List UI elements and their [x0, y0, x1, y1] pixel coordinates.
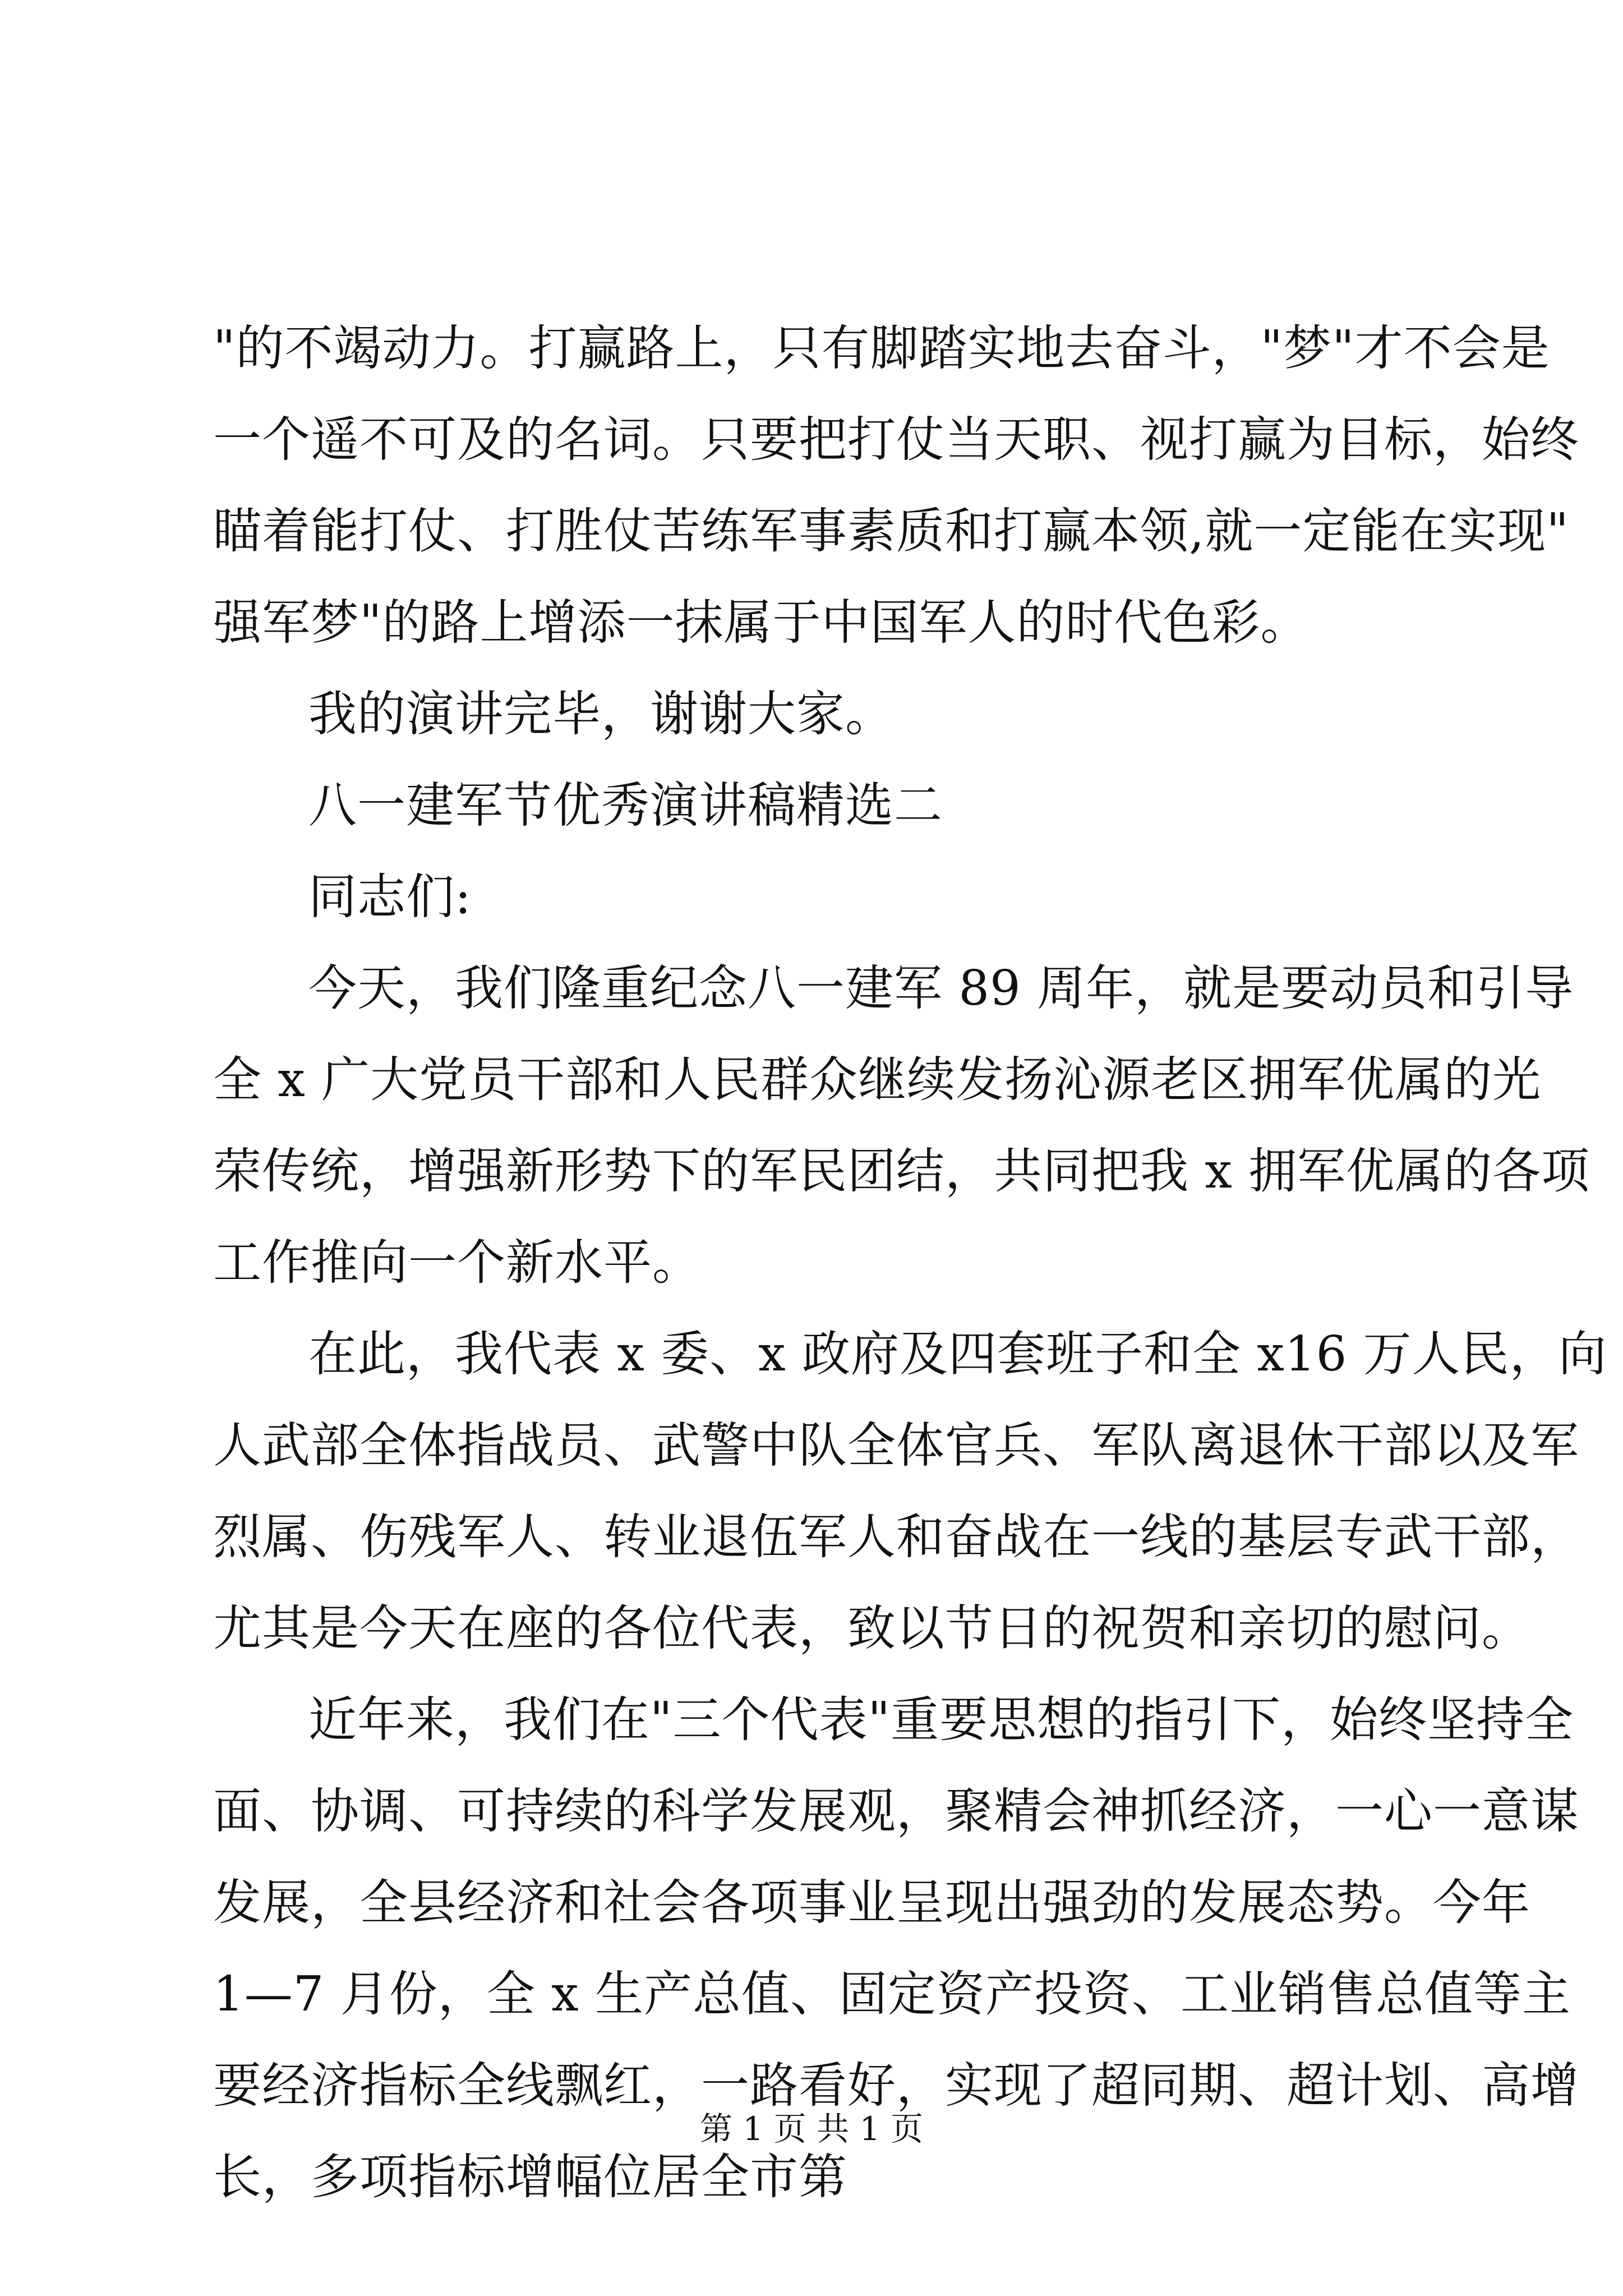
page-number-footer: 第 1 页 共 1 页	[700, 2110, 923, 2148]
text-line: 在此，我代表 x 委、x 政府及四套班子和全 x16 万人民，向	[308, 1326, 1607, 1382]
text-line: 全 x 广大党员干部和人民群众继续发扬沁源老区拥军优属的光	[213, 1052, 1542, 1108]
text-line: 一个遥不可及的名词。只要把打仗当天职、视打赢为目标，始终	[213, 412, 1579, 468]
text-line: "的不竭动力。打赢路上，只有脚踏实地去奋斗，"梦"才不会是	[213, 320, 1550, 376]
text-line: 工作推向一个新水平。	[213, 1235, 701, 1291]
text-line: 要经济指标全线飘红，一路看好，实现了超同期、超计划、高增	[213, 2058, 1579, 2114]
text-line: 人武部全体指战员、武警中队全体官兵、军队离退休干部以及军	[213, 1418, 1579, 1474]
text-line: 近年来，我们在"三个代表"重要思想的指引下，始终坚持全	[308, 1692, 1574, 1748]
text-line: 强军梦"的路上增添一抹属于中国军人的时代色彩。	[213, 595, 1310, 651]
document-body	[213, 303, 1607, 2223]
salutation: 同志们:	[308, 869, 472, 925]
text-line: 瞄着能打仗、打胜仗苦练军事素质和打赢本领,就一定能在实现"	[213, 503, 1569, 559]
text-line: 长，多项指标增幅位居全市第	[213, 2149, 847, 2205]
text-line: 荣传统，增强新形势下的军民团结，共同把我 x 拥军优属的各项	[213, 1143, 1590, 1199]
text-line: 烈属、伤残军人、转业退伍军人和奋战在一线的基层专武干部，	[213, 1509, 1579, 1565]
text-line: 尤其是今天在座的各位代表，致以节日的祝贺和亲切的慰问。	[213, 1600, 1530, 1657]
text-line: 我的演讲完毕，谢谢大家。	[308, 686, 894, 742]
text-line: 发展，全县经济和社会各项事业呈现出强劲的发展态势。今年	[213, 1875, 1530, 1931]
text-line: 1—7 月份，全 x 生产总值、固定资产投资、工业销售总值等主	[213, 1966, 1571, 2022]
text-line: 面、协调、可持续的科学发展观，聚精会神抓经济，一心一意谋	[213, 1783, 1579, 1839]
text-line: 今天，我们隆重纪念八一建军 89 周年，就是要动员和引导	[308, 960, 1574, 1016]
section-heading: 八一建军节优秀演讲稿精选二	[308, 777, 943, 834]
